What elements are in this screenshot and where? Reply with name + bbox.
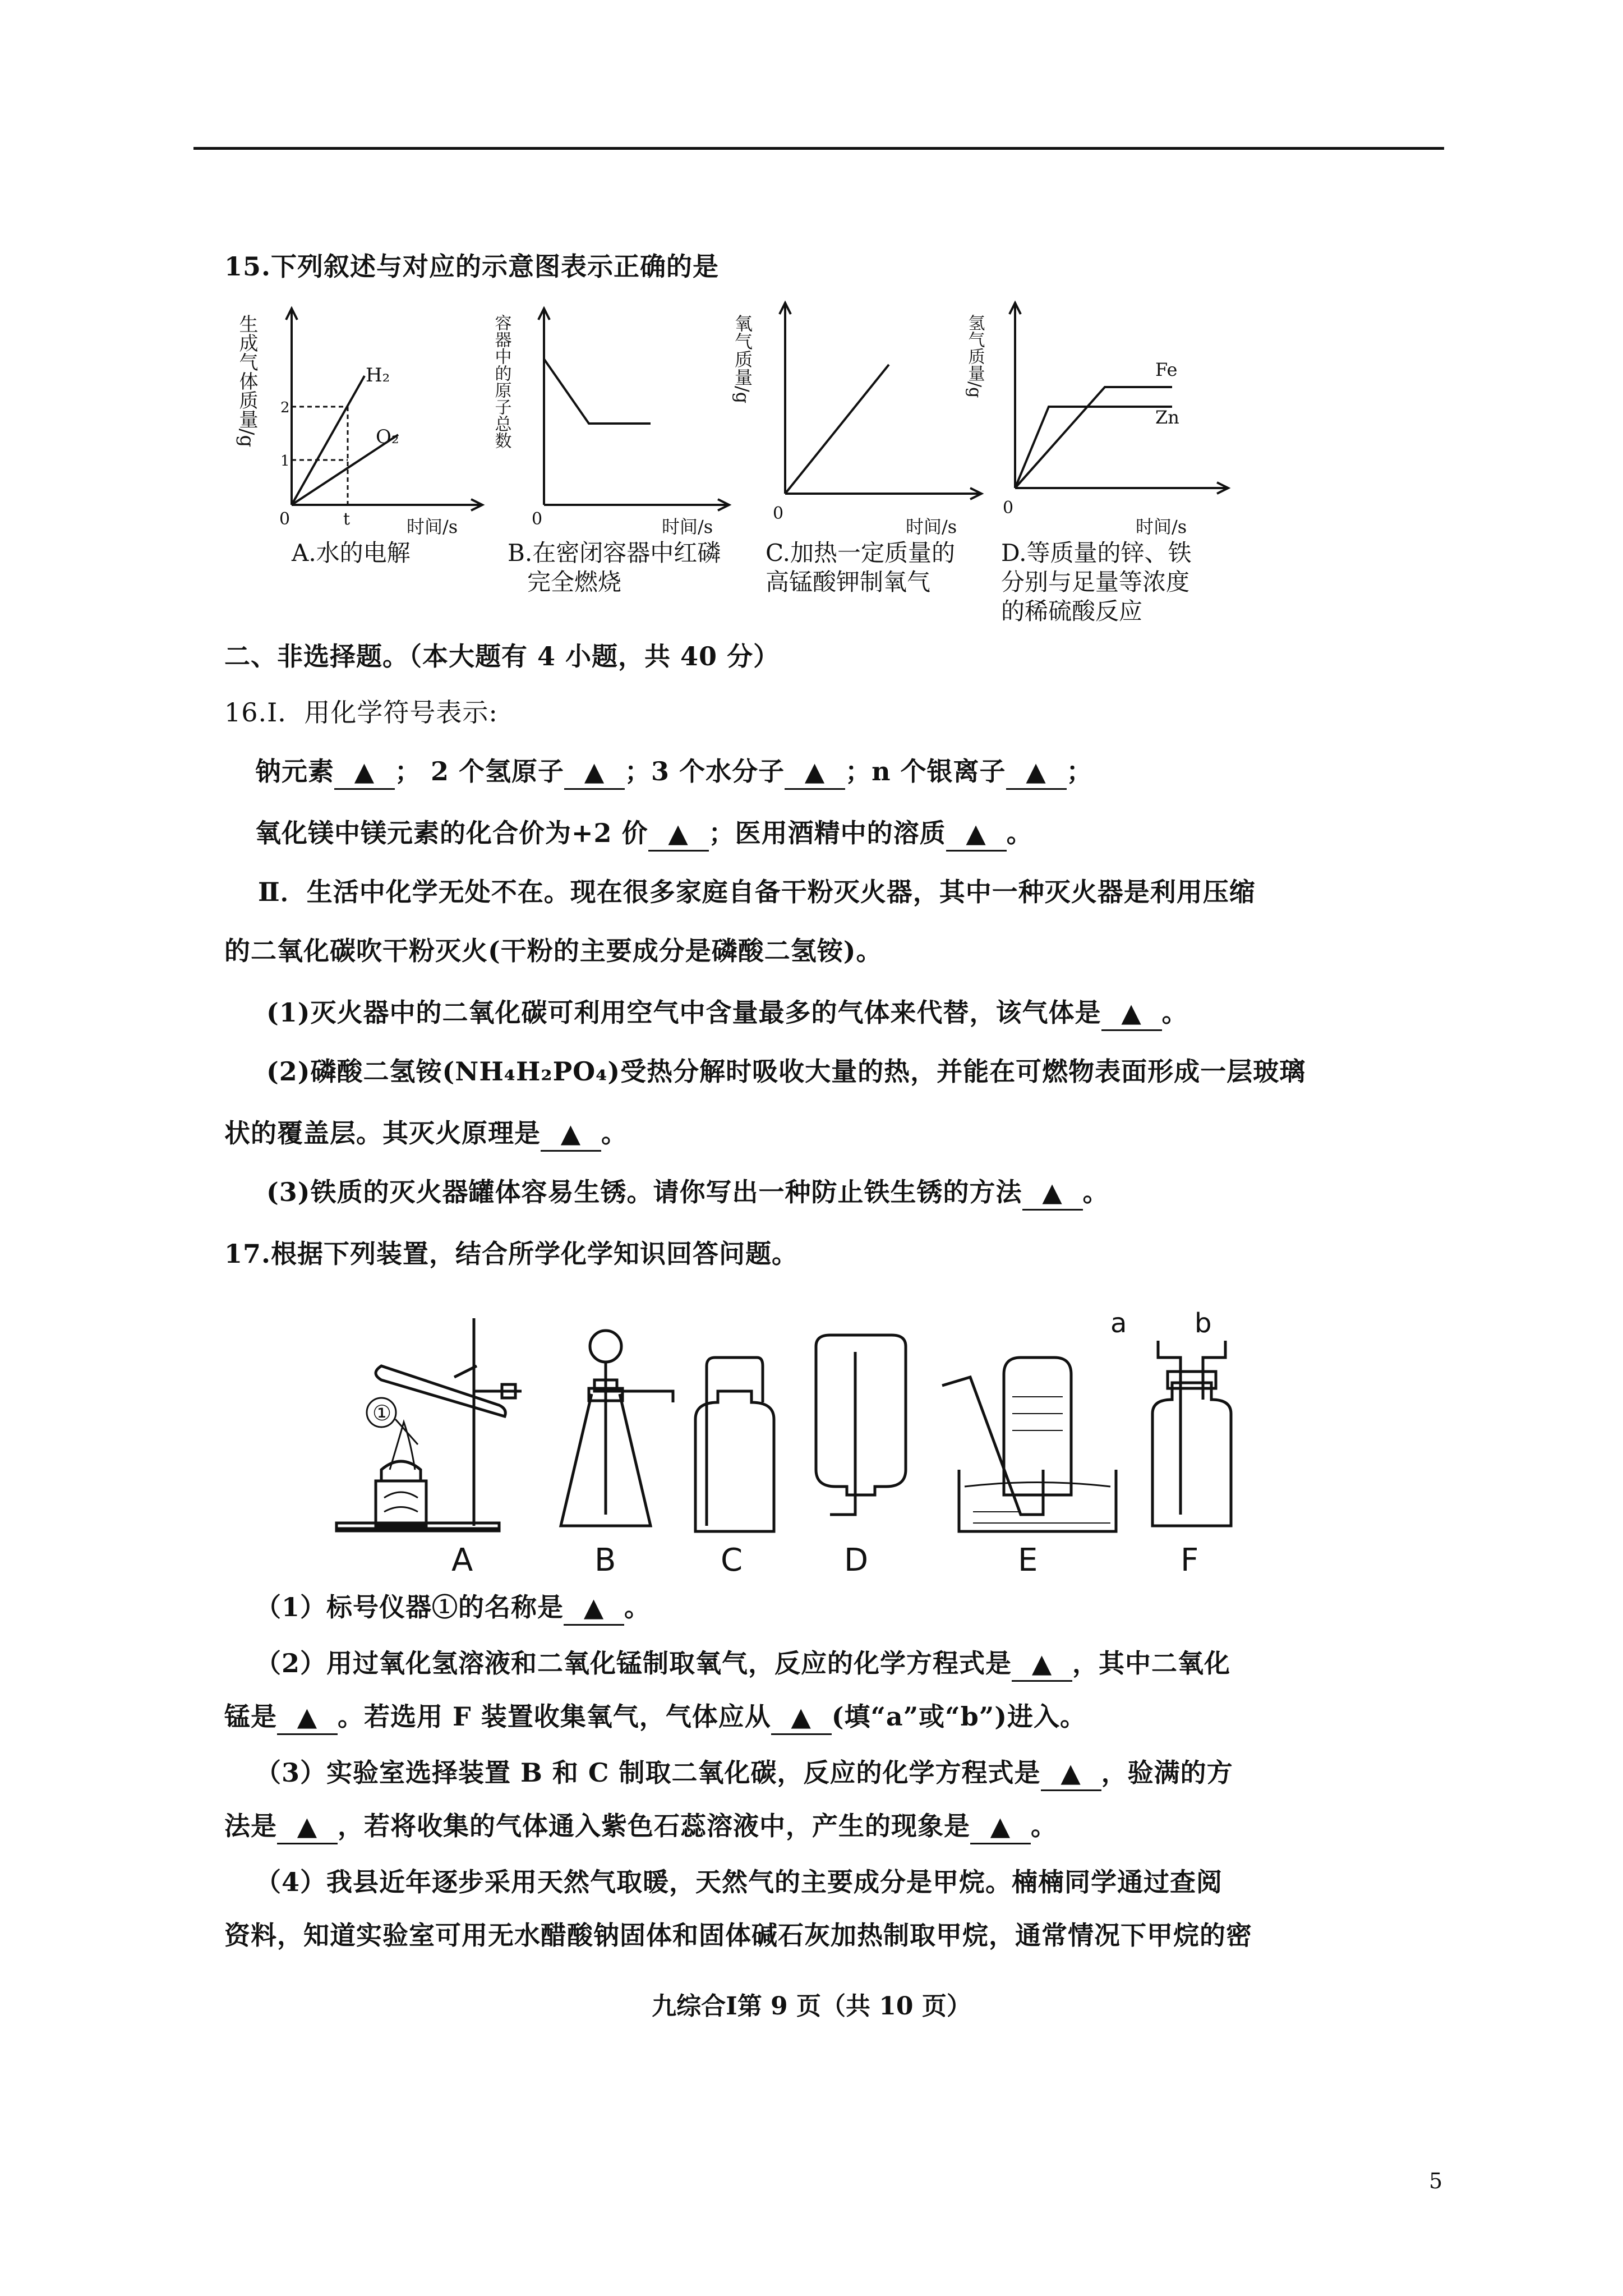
graph-b xyxy=(491,297,740,539)
q16-title: 16.Ⅰ．用化学符号表示: xyxy=(224,697,498,728)
graph-a-caption: A.水的电解 xyxy=(292,539,411,567)
q15-title: 15.下列叙述与对应的示意图表示正确的是 xyxy=(224,251,720,282)
h2-line xyxy=(292,376,365,505)
graph-a-ytick-1: 1 xyxy=(280,453,290,470)
graph-d-series-fe: Fe xyxy=(1155,359,1178,380)
graph-b-origin: 0 xyxy=(532,509,543,529)
q16-sub-2-line-2: 状的覆盖层。其灭火原理是 ▲ 。 xyxy=(224,1116,628,1152)
q17-sub-3-line-2: 法是 ▲ ，若将收集的气体通入紫色石蕊溶液中，产生的现象是 ▲ 。 xyxy=(224,1809,1057,1844)
apparatus-f xyxy=(1152,1341,1231,1526)
apparatus-d xyxy=(816,1335,906,1515)
graph-a-series-o2: O₂ xyxy=(376,426,399,448)
answer-blank: ▲ xyxy=(1006,754,1067,790)
apparatus-label-b: B xyxy=(594,1542,616,1579)
answer-blank: ▲ xyxy=(564,754,625,790)
q17-sub-4-line-1: （4）我县近年逐步采用天然气取暖，天然气的主要成分是甲烷。楠楠同学通过查阅 xyxy=(255,1867,1223,1897)
answer-blank: ▲ xyxy=(1101,996,1162,1031)
graph-c-xlabel: 时间/s xyxy=(906,516,957,537)
instrument-1-label: ① xyxy=(372,1401,392,1425)
tube-label-b: b xyxy=(1195,1308,1212,1339)
graph-d-xlabel: 时间/s xyxy=(1136,516,1187,537)
graph-a-origin: 0 xyxy=(279,509,291,529)
answer-blank: ▲ xyxy=(1012,1646,1072,1682)
fe-line xyxy=(1015,387,1172,488)
graph-b-caption-1: B.在密闭容器中红磷 xyxy=(508,539,721,567)
apparatus-label-e: E xyxy=(1018,1542,1038,1579)
q16-sub-2-line-1: (2)磷酸二氢铵(NH₄H₂PO₄)受热分解时吸收大量的热，并能在可燃物表面形成一层玻璃 xyxy=(266,1056,1306,1087)
apparatus-a xyxy=(336,1318,522,1531)
q16-line-2: 氧化镁中镁元素的化合价为+2 价 ▲ ；医用酒精中的溶质 ▲ 。 xyxy=(255,816,1033,852)
apparatus-label-c: C xyxy=(721,1542,743,1579)
graph-c-ylabel: 氧气质量/g xyxy=(732,314,753,404)
oxygen-line xyxy=(785,365,889,494)
graph-d-series-zn: Zn xyxy=(1155,407,1179,428)
graph-a-xlabel: 时间/s xyxy=(407,516,458,537)
q17-title: 17.根据下列装置，结合所学化学知识回答问题。 xyxy=(224,1239,799,1269)
answer-blank: ▲ xyxy=(785,754,845,790)
graph-a-ytick-2: 2 xyxy=(280,399,290,416)
answer-blank: ▲ xyxy=(277,1809,338,1844)
q17-sub-3-line-1: （3）实验室选择装置 B 和 C 制取二氧化碳，反应的化学方程式是 ▲ ，验满的方 xyxy=(255,1756,1233,1791)
page-footer: 九综合Ⅰ第 9 页（共 10 页） xyxy=(652,1992,971,2021)
graph-c-caption-2: 高锰酸钾制氧气 xyxy=(766,568,931,596)
header-rule xyxy=(193,147,1444,150)
graph-a-ylabel: 生成气体质量/g xyxy=(236,314,258,448)
answer-blank: ▲ xyxy=(564,1590,624,1626)
page-number: 5 xyxy=(1429,2169,1443,2193)
q17-sub-4-line-2: 资料，知道实验室可用无水醋酸钠固体和固体碱石灰加热制取甲烷，通常情况下甲烷的密 xyxy=(224,1920,1252,1950)
graph-d-origin: 0 xyxy=(1003,498,1014,518)
graph-d-caption-3: 的稀硫酸反应 xyxy=(1001,597,1143,625)
q17-sub-2-line-1: （2）用过氧化氢溶液和二氧化锰制取氧气，反应的化学方程式是 ▲ ，其中二氧化 xyxy=(255,1646,1230,1682)
graph-b-ylabel: 容器中的原子总数 xyxy=(491,314,511,449)
answer-blank: ▲ xyxy=(771,1700,832,1735)
graph-b-xlabel: 时间/s xyxy=(662,516,713,537)
answer-blank: ▲ xyxy=(970,1809,1031,1844)
apparatus-figure xyxy=(314,1301,1239,1593)
answer-blank: ▲ xyxy=(946,816,1007,852)
answer-blank: ▲ xyxy=(541,1116,601,1152)
tube-label-a: a xyxy=(1110,1308,1127,1339)
section-2-heading: 二、非选择题。（本大题有 4 小题，共 40 分） xyxy=(224,641,780,671)
graph-d-caption-2: 分别与足量等浓度 xyxy=(1001,568,1190,596)
answer-blank: ▲ xyxy=(1022,1175,1083,1211)
apparatus-b xyxy=(561,1331,673,1526)
q16-part2-line-2: 的二氧化碳吹干粉灭火(干粉的主要成分是磷酸二氢铵)。 xyxy=(224,936,883,966)
graph-c-caption-1: C.加热一定质量的 xyxy=(766,539,955,567)
graph-c xyxy=(732,297,993,539)
q16-line-1: 钠元素 ▲ ； 2 个氢原子 ▲ ；3 个水分子 ▲ ；n 个银离子 ▲ ； xyxy=(255,754,1093,790)
graph-a-series-h2: H₂ xyxy=(366,364,390,386)
graph-a xyxy=(236,297,494,539)
apparatus-label-f: F xyxy=(1181,1542,1199,1579)
graph-d xyxy=(965,297,1239,539)
graph-b-caption-2: 完全燃烧 xyxy=(527,568,622,596)
zn-line xyxy=(1015,407,1172,488)
graph-d-caption-1: D.等质量的锌、铁 xyxy=(1001,539,1192,567)
q16-sub-3: (3)铁质的灭火器罐体容易生锈。请你写出一种防止铁生锈的方法 ▲ 。 xyxy=(266,1175,1109,1211)
graph-d-ylabel: 氢气质量/g xyxy=(965,314,985,398)
answer-blank: ▲ xyxy=(648,816,709,852)
apparatus-e xyxy=(942,1358,1116,1531)
atom-count-line xyxy=(544,359,651,424)
graph-c-origin: 0 xyxy=(773,504,784,523)
answer-blank: ▲ xyxy=(1041,1756,1101,1791)
q17-sub-2-line-2: 锰是 ▲ 。若选用 F 装置收集氧气，气体应从 ▲ (填“a”或“b”)进入。 xyxy=(224,1700,1086,1735)
graph-a-xtick: t xyxy=(343,509,351,529)
answer-blank: ▲ xyxy=(277,1700,338,1735)
apparatus-label-d: D xyxy=(844,1542,869,1579)
apparatus-c xyxy=(695,1358,774,1531)
q16-sub-1: (1)灭火器中的二氧化碳可利用空气中含量最多的气体来代替，该气体是 ▲ 。 xyxy=(266,996,1188,1031)
q16-part2-line-1: Ⅱ．生活中化学无处不在。现在很多家庭自备干粉灭火器，其中一种灭火器是利用压缩 xyxy=(258,877,1256,907)
q17-sub-1: （1）标号仪器①的名称是 ▲ 。 xyxy=(255,1590,651,1626)
apparatus-label-a: A xyxy=(451,1542,473,1579)
answer-blank: ▲ xyxy=(334,754,395,790)
